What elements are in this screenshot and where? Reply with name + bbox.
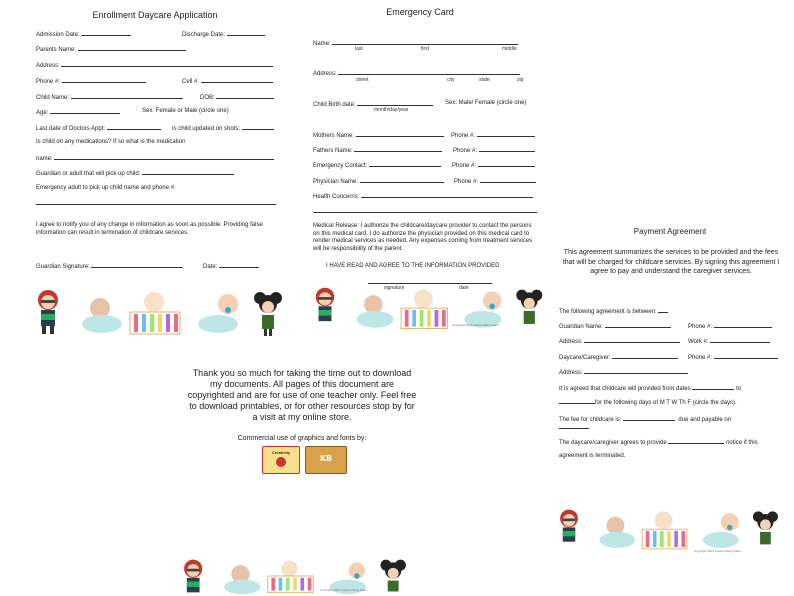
kids-illustration-thanks (170, 556, 420, 596)
agreed-dates-field[interactable]: It is agreed that childcare will provided from dates to (559, 383, 741, 393)
baby-crib-icon (268, 561, 313, 593)
commercial-note: Commercial use of graphics and fonts by: (237, 435, 367, 442)
agree-notice: I agree to notify you of any change in information as soon as possible. Providing false information can result in termination of childcare services. (36, 222, 263, 236)
creativity-logo (262, 446, 300, 474)
em-middle-label: middle (502, 46, 517, 52)
payment-address-field[interactable]: Address: (559, 336, 680, 346)
baby-pacifier-icon (198, 294, 238, 333)
kb-logo-text: KB (319, 454, 333, 463)
baby-crib-icon (130, 292, 180, 334)
girl-glasses-icon (38, 290, 58, 334)
enrollment-title: Enrollment Daycare Application (92, 10, 218, 20)
kids-illustration-payment (546, 506, 792, 556)
em-mdy-label: month/day/year (374, 107, 409, 113)
admission-date-field[interactable]: Admission Date: (36, 29, 131, 39)
dob-field[interactable]: DOB: (200, 92, 274, 102)
kids-illustration-enrollment (30, 286, 290, 342)
payment-phone-field[interactable]: Phone #: (688, 321, 772, 331)
caregiver-address-field[interactable]: Address: (559, 367, 688, 377)
payment-title: Payment Agreement (633, 227, 707, 236)
girl-pigtails-icon (516, 290, 542, 324)
guardian-pickup-field[interactable]: Guardian or adult that will pick up child: (36, 168, 234, 178)
crawling-baby-icon (599, 517, 635, 548)
medications-question: Is child on any medications? If so what is the medication (36, 139, 186, 145)
medication-name-field[interactable]: name: (36, 153, 274, 163)
fee-due-line[interactable] (559, 422, 589, 432)
girl-pigtails-icon (753, 511, 778, 544)
crawling-baby-icon (357, 295, 394, 328)
baby-crib-icon (642, 511, 687, 548)
kb-fonts-logo (305, 446, 347, 474)
physician-phone-field[interactable]: Phone #: (454, 176, 536, 186)
em-name-field[interactable]: Name: (313, 38, 518, 48)
crawling-baby-icon (82, 298, 122, 333)
copyright-thanks: Copyright 2016 Fellow Rising Stars (320, 588, 367, 592)
terminated-text: agreement is terminated. (559, 453, 626, 459)
signature-date-field[interactable]: Date: (203, 261, 259, 271)
mothers-phone-field[interactable]: Phone #: (451, 130, 535, 140)
baby-crib-icon (401, 290, 447, 329)
fathers-phone-field[interactable]: Phone #: (453, 145, 535, 155)
em-sex-field[interactable]: Sex: Male/ Female (circle one) (445, 100, 527, 106)
daycare-caregiver-field[interactable]: Daycare/Caregiver: (559, 352, 678, 362)
em-date-label: date (459, 285, 469, 291)
age-field[interactable]: Age: (36, 107, 120, 117)
caregiver-phone-field[interactable]: Phone #: (688, 352, 778, 362)
em-state-label: state (479, 77, 490, 83)
physician-name-field[interactable]: Physician Name: (313, 176, 444, 186)
girl-pigtails-icon (254, 292, 282, 336)
em-birth-date-field[interactable]: Child Birth date: (313, 99, 433, 109)
emergency-adult-line[interactable] (36, 204, 276, 205)
work-phone-field[interactable]: Work #: (688, 336, 770, 346)
copyright-payment: Copyright 2016 Fellow Rising Stars (694, 549, 741, 553)
doctors-appt-field[interactable]: Last date of Doctors Appt: (36, 123, 161, 133)
contact-phone-field[interactable]: Phone #: (452, 160, 535, 170)
baby-pacifier-icon (703, 513, 739, 548)
emergency-adult-label: Emergency adult to pick up child name and phone #: (36, 185, 176, 191)
girl-glasses-icon (560, 510, 578, 542)
phone-field[interactable]: Phone #: (36, 76, 146, 86)
agreement-between[interactable]: The following agreement is between: (559, 306, 668, 316)
em-first-label: first (421, 46, 430, 52)
following-days-field[interactable]: for the following days of M T W Th F (circle the days). (559, 397, 737, 407)
cell-field[interactable]: Cell #: (182, 76, 273, 86)
payment-intro: This agreement summarizes the services to be provided and the fees that will be charged for childcare services. By signing this agreement I agree to pay and understand the caregiver services. (562, 249, 780, 275)
em-city-label: city (447, 77, 455, 83)
em-street-label: street (356, 77, 369, 83)
shots-field[interactable]: Is child updated on shots: (172, 123, 274, 133)
health-concerns-line[interactable] (313, 212, 537, 213)
logo-badge-icon (276, 457, 286, 467)
fee-field[interactable]: The fee for childcare is: due and payable on (559, 414, 731, 424)
emergency-contact-field[interactable]: Emergency Contact: (313, 160, 441, 170)
creativity-logo-text: Creativity (271, 450, 291, 455)
kids-illustration-emergency (304, 284, 554, 336)
guardian-name-field[interactable]: Guardian Name: (559, 321, 671, 331)
sex-field[interactable]: Sex: Female or Male (circle one) (142, 108, 229, 114)
fathers-name-field[interactable]: Fathers Name: (313, 145, 442, 155)
em-zip-label: zip (517, 77, 524, 83)
child-name-field[interactable]: Child Name: (36, 92, 183, 102)
mothers-name-field[interactable]: Mothers Name: (313, 130, 444, 140)
health-concerns-field[interactable]: Health Concerns: (313, 191, 533, 201)
guardian-signature-field[interactable]: Guardian Signature: (36, 261, 183, 271)
agree-heading: I HAVE READ AND AGREE TO THE INFORMATION PROVIDED (326, 263, 500, 269)
girl-glasses-icon (184, 560, 202, 593)
emergency-title: Emergency Card (386, 7, 454, 17)
parents-name-field[interactable]: Parents Name: (36, 44, 186, 54)
crawling-baby-icon (224, 565, 260, 594)
notice-field[interactable]: The daycare/caregiver agrees to provide notice if this (559, 437, 758, 447)
copyright-emergency: Copyright 2016 Fellow Rising Stars (452, 323, 499, 327)
address-field[interactable]: Address: (36, 60, 273, 70)
em-last-label: last (355, 46, 363, 52)
em-signature-label: signature (384, 285, 405, 291)
girl-pigtails-icon (380, 560, 405, 592)
discharge-date-field[interactable]: Discharge Date: (182, 29, 265, 39)
girl-glasses-icon (316, 288, 335, 321)
em-address-field[interactable]: Address: (313, 68, 520, 78)
medical-release-text: Medical Release: I authorize the childcare/daycare provider to contact the persons on this medical card. I do authorize the physician provided on this medical card to render medical services as needed. Any expenses coming from treatment services will be responsibility of the parent. (313, 223, 533, 252)
thanks-message: Thank you so much for taking the time out to download my documents. All pages of this document are copyrighted and are for use of one teacher only. Feel free to download printables, or for other resources stop by for a visit at my online store. (187, 368, 417, 422)
